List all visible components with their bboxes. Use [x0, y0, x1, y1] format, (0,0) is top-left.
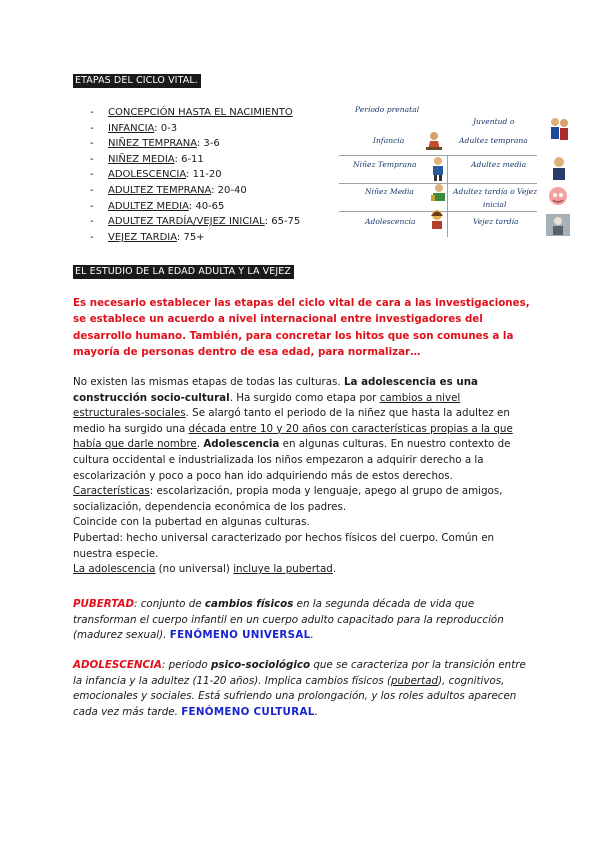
- stage-name: NIÑEZ TEMPRANA: [108, 138, 197, 150]
- list-item: [88, 167, 300, 183]
- paragraph: [73, 562, 535, 578]
- list-item: [88, 199, 300, 215]
- middle-adult-icon: [548, 156, 570, 182]
- bold-text: cambios físicos: [204, 598, 294, 610]
- text: . Ha surgido como etapa por: [229, 391, 380, 404]
- list-item: [88, 136, 300, 152]
- toddler-icon: [423, 130, 445, 152]
- stage-range: : 11-20: [186, 169, 222, 181]
- label-inicial: inicial: [483, 200, 507, 209]
- underlined-text: La adolescencia: [73, 563, 156, 576]
- stage-name: ADULTEZ TEMPRANA: [108, 184, 212, 196]
- underlined-text: Características: [73, 485, 150, 498]
- list-item: [88, 152, 300, 168]
- body-text: [73, 375, 535, 578]
- label-periodo-prenatal: Período prenatal: [355, 105, 420, 114]
- text: en algunas culturas. En nuestro contexto de cultura occidental e industrializada los niños empezaron a adquirir derecho a la escolarización y poco a poco han ido adquiriendo más de estos derechos.: [73, 438, 511, 482]
- label-ninez-temprana: Niñez Temprana: [353, 160, 417, 169]
- stage-name: VEJEZ TARDIA: [108, 231, 177, 243]
- stage-range: : 40-65: [188, 200, 225, 212]
- child-icon: [429, 156, 447, 182]
- teen-icon: [427, 208, 447, 230]
- underlined-text: pubertad: [391, 674, 439, 687]
- phenomenon-tag: FENÓMENO CULTURAL: [181, 705, 315, 718]
- label-juventud: Juventud o: [473, 117, 515, 126]
- definition-adolescencia: [73, 658, 535, 720]
- label-adultez-tardia: Adultez tardía o Vejez: [453, 187, 538, 196]
- term: PUBERTAD: [73, 598, 134, 610]
- list-item: [88, 214, 300, 230]
- elderly-icon: [546, 214, 570, 236]
- text: (no universal): [155, 563, 234, 576]
- paragraph: [73, 375, 535, 484]
- list-item: [88, 183, 300, 199]
- label-ninez-media: Niñez Media: [365, 187, 414, 196]
- underlined-text: cambios a nivel estructurales-sociales: [73, 391, 461, 420]
- label-infancia: Infancia: [373, 136, 405, 145]
- underlined-text: incluye la pubertad: [233, 563, 333, 576]
- text: .: [314, 705, 318, 718]
- stage-name: ADOLESCENCIA: [108, 169, 187, 181]
- label-vejez-tardia: Vejez tardía: [473, 217, 519, 226]
- text: : periodo: [161, 659, 211, 671]
- text: .: [196, 438, 204, 451]
- paragraph: Coincide con la pubertad en algunas culturas.: [73, 516, 310, 529]
- text: que se caracteriza por la transición entre la infancia y la adultez (11-20 años). Implica cambios físicos (: [73, 659, 526, 687]
- stage-name: NIÑEZ MEDIA: [108, 153, 175, 165]
- text: . Se alargó tanto el periodo de la niñez que hasta la adultez en medio ha surgido una: [73, 407, 510, 435]
- elderly-couple-icon: [545, 186, 571, 208]
- stage-range: : 0-3: [154, 122, 178, 134]
- bold-text: Adolescencia: [203, 438, 280, 451]
- label-adolescencia: Adolescencia: [365, 217, 416, 226]
- stage-name: ADULTEZ MEDIA: [108, 200, 189, 212]
- list-item: [88, 230, 300, 246]
- stage-range: : 20-40: [211, 184, 247, 196]
- text: : escolarización, propia moda y lenguaje, apego al grupo de amigos, socialización, dependencia económica de los padres.: [73, 485, 503, 513]
- stage-name: INFANCIA: [108, 122, 155, 134]
- text: en la segunda década de vida que transforman el cuerpo infantil en un cuerpo adulto capacitado para la reproducción (madurez sexual).: [73, 598, 504, 642]
- schoolchild-icon: [430, 183, 448, 205]
- stage-name: ADULTEZ TARDÍA/VEJEZ INICIAL: [108, 216, 265, 228]
- life-stages-figure: [335, 100, 570, 242]
- text: No existen las mismas etapas de todas las culturas.: [73, 376, 344, 388]
- label-adultez-temprana: Adultez temprana: [459, 136, 528, 145]
- text: .: [332, 563, 337, 576]
- heading-estudio-edad-adulta: EL ESTUDIO DE LA EDAD ADULTA Y LA VEJEZ: [73, 265, 294, 279]
- list-item: [88, 121, 300, 137]
- term: ADOLESCENCIA: [73, 659, 162, 671]
- text: : conjunto de: [134, 598, 205, 610]
- definition-pubertad: [73, 597, 535, 644]
- label-adultez-media: Adultez media: [471, 160, 527, 169]
- paragraph: Pubertad: hecho universal caracterizado por hechos físicos del cuerpo. Común en nuestra especie.: [73, 531, 495, 560]
- stage-range: : 6-11: [174, 153, 204, 165]
- heading-etapas: ETAPAS DEL CICLO VITAL.: [73, 74, 201, 88]
- paragraph: [73, 484, 535, 515]
- bold-text: psico-sociológico: [210, 659, 311, 671]
- stages-list: [88, 105, 300, 245]
- bold-text: La adolescencia es una construcción socio-cultural: [73, 376, 478, 404]
- stage-range: : 3-6: [196, 138, 220, 150]
- young-adults-icon: [548, 116, 570, 146]
- text: ), cognitivos, emocionales y sociales. Está sufriendo una prolongación, y los roles adultos aparecen cada vez más tarde.: [73, 674, 517, 718]
- stage-name: CONCEPCIÓN HASTA EL NACIMIENTO: [108, 107, 293, 118]
- underlined-text: década entre 10 y 20 años con características propias a la que había que darle nombre: [73, 422, 513, 451]
- text: .: [310, 629, 314, 642]
- stage-range: : 75+: [176, 231, 205, 243]
- intro-paragraph: Es necesario establecer las etapas del ciclo vital de cara a las investigaciones, se establece un acuerdo a nivel internacional entre investigadores del desarrollo humano. También, para concretar los hitos que son comunes a la mayoría de personas dentro de esa edad, para normalizar…: [73, 297, 530, 358]
- list-item: [88, 105, 300, 121]
- phenomenon-tag: FENÓMENO UNIVERSAL: [169, 629, 311, 642]
- stage-range: : 65-75: [264, 216, 301, 228]
